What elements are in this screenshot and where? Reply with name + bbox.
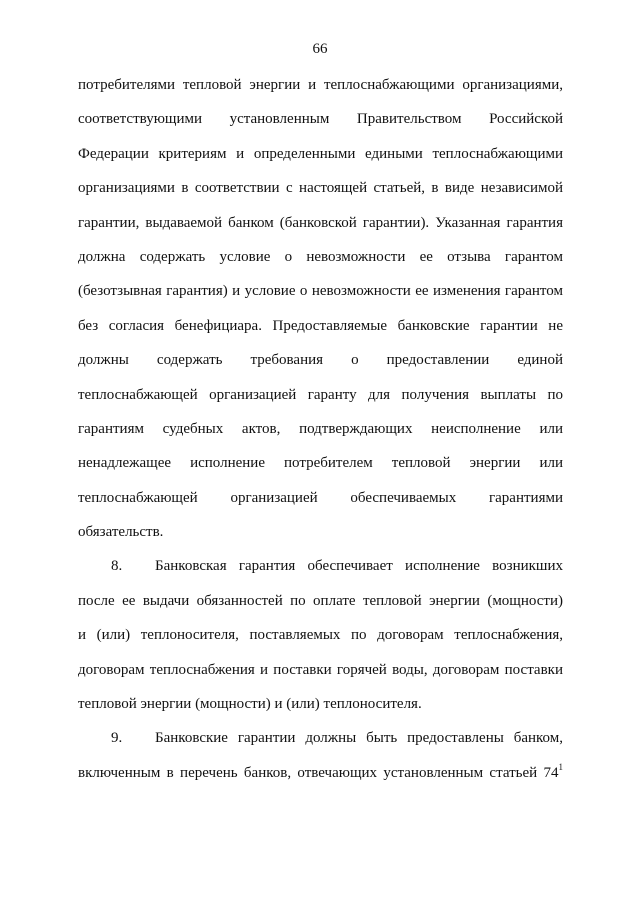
paragraph-number: 8. [111,558,123,575]
paragraph-line: гарантии, выдаваемой банком (банковской гарантии). Указанная гарантия [78,214,563,231]
superscript-footnote-mark: 1 [558,761,563,772]
paragraph-number: 9. [111,730,123,747]
paragraph-line: должна содержать условие о невозможности ее отзыва гарантом [78,248,563,265]
paragraph-8-first-line [78,549,563,583]
paragraph-line: теплоснабжающей организацией обеспечиваемых гарантиями [78,489,563,506]
paragraph-text: Банковская гарантия обеспечивает исполнение возникших [155,558,563,575]
paragraph-line: ненадлежащее исполнение потребителем тепловой энергии или [78,455,563,472]
paragraph-line: и (или) теплоносителя, поставляемых по договорам теплоснабжения, [78,627,563,644]
paragraph-line: обязательств. [78,524,164,541]
paragraph-9-second-line [78,756,563,790]
page-number: 66 [312,41,328,57]
paragraph-line: Федерации критериям и определенными едиными теплоснабжающими [78,145,563,162]
paragraph-line: договорам теплоснабжения и поставки горячей воды, договорам поставки [78,661,563,678]
paragraph-text: Банковские гарантии должны быть предоставлены банком, [155,730,563,747]
paragraph-line: потребителями тепловой энергии и теплоснабжающими организациями, [78,77,563,93]
paragraph-line: после ее выдачи обязанностей по оплате тепловой энергии (мощности) [78,592,563,609]
paragraph-line: теплоснабжающей организацией гаранту для получения выплаты по [78,386,563,403]
paragraph-line: без согласия бенефициара. Предоставляемые банковские гарантии не [78,317,563,334]
paragraph-line: гарантиям судебных актов, подтверждающих неисполнение или [78,420,563,437]
paragraph-line: (безотзывная гарантия) и условие о невозможности ее изменения гарантом [78,283,563,300]
paragraph-line: организациями в соответствии с настоящей статьей, в виде независимой [78,180,563,197]
paragraph-9-first-line [78,721,563,755]
paragraph-line: должны содержать требования о предоставлении единой [78,352,563,369]
paragraph-text: включенным в перечень банков, отвечающих установленным статьей 74 [78,764,559,781]
document-body [78,68,563,790]
paragraph-line: тепловой энергии (мощности) и (или) теплоносителя. [78,696,422,713]
paragraph-line: соответствующими установленным Правительством Российской [78,111,563,128]
